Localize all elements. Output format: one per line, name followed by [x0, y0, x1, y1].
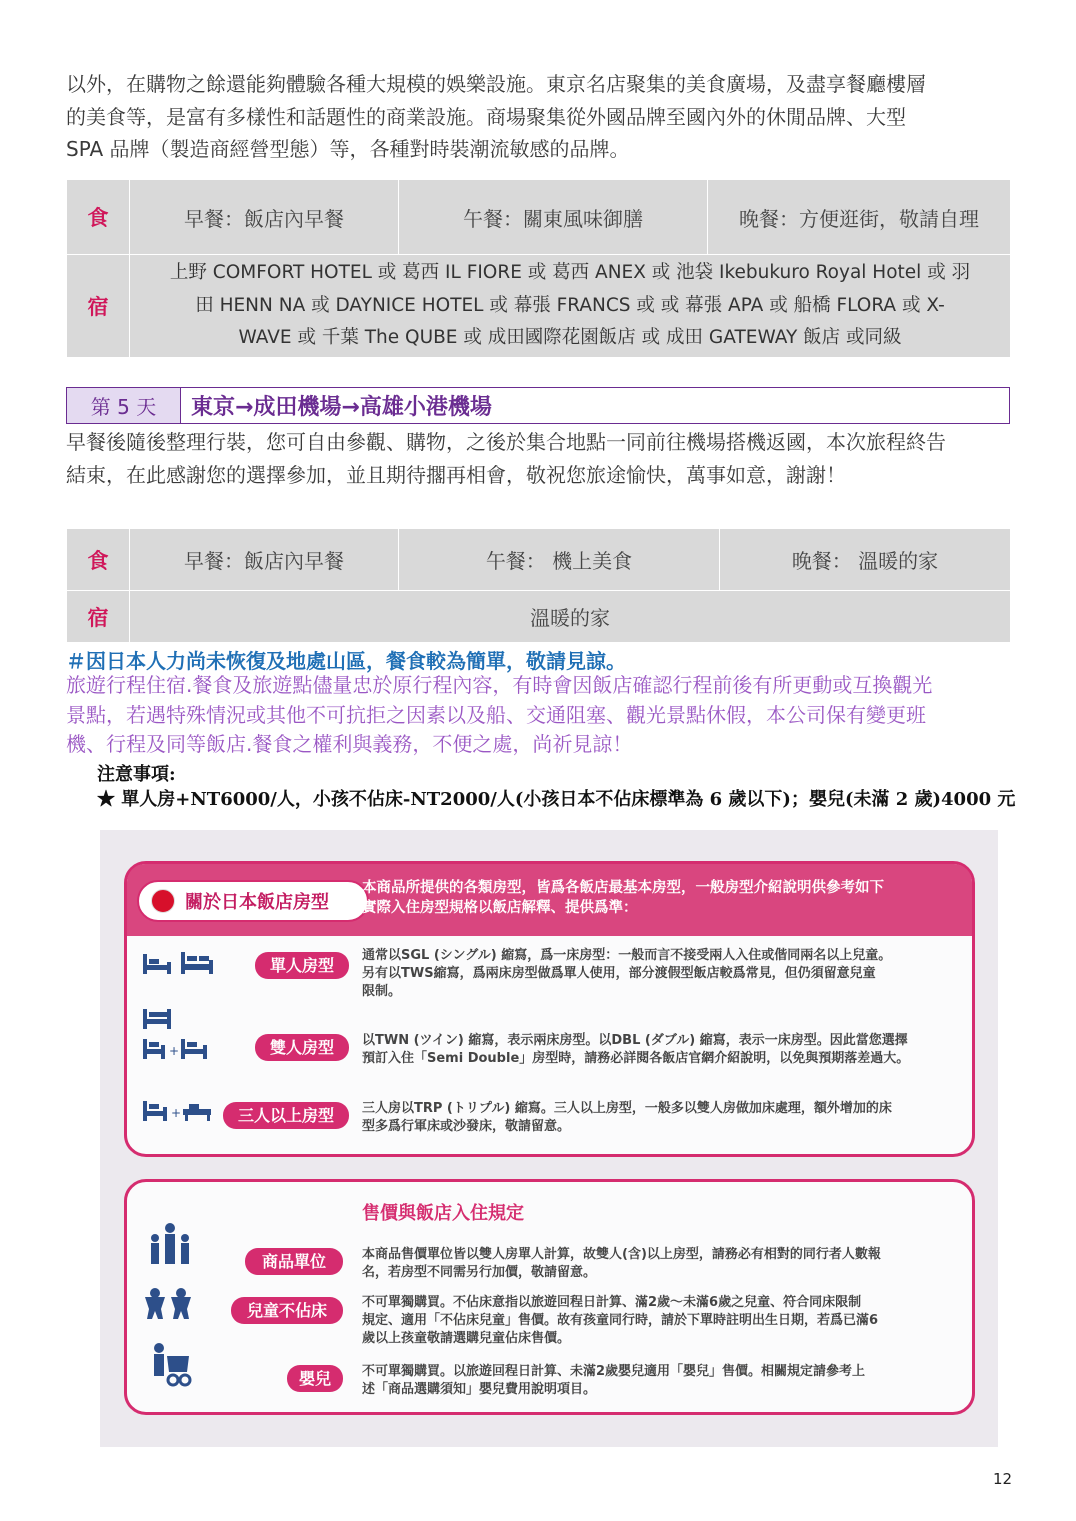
notes-title: 注意事項: [97, 764, 176, 785]
dinner-cell: 晚餐：方便逛街，敬請自理 [708, 180, 1011, 255]
header-line: 實際入住房型規格以飯店解釋、提供爲準： [362, 900, 638, 916]
intro-line: 以外，在購物之餘還能夠體驗各種大規模的娛樂設施。東京名店聚集的美食廣場，及盡享餐廳樓層 [66, 72, 926, 96]
notice-line: 旅遊行程住宿.餐食及旅遊點儘量忠於原行程內容，有時會因飯店確認行程前後有所更動或互換觀光 [66, 673, 933, 697]
single-room-tag: 單人房型 [255, 952, 349, 979]
desc-line: 本商品售價單位皆以雙人房單人計算，故雙人(含)以上房型，請務必有相對的同行者人數報 [362, 1247, 881, 1262]
double-bed-icon [141, 1007, 215, 1063]
notice-line: 機、行程及同等飯店.餐食之權利與義務，不便之處，尚祈見諒！ [66, 732, 633, 756]
infant-tag: 嬰兒 [287, 1365, 343, 1392]
infant-description [362, 1363, 962, 1399]
page-number: 12 [993, 1470, 1013, 1488]
unit-description [362, 1246, 962, 1282]
unit-tag: 商品單位 [245, 1248, 343, 1275]
hotel-line: 上野 COMFORT HOTEL 或 葛西 IL FIORE 或 葛西 ANEX 或 池袋 Ikebukuro Royal Hotel 或 羽 [169, 262, 971, 283]
desc-line: 預訂入住「Semi Double」房型時，請務必詳閱各飯店官網介紹說明，以免與預期落差過大。 [362, 1051, 910, 1066]
desc-line: 歲以上孩童敬請選購兒童佔床售價。 [362, 1331, 571, 1346]
desc-line: 規定、適用「不佔床兒童」售價。故有孩童同行時，請於下單時註明出生日期，若爲已滿6 [362, 1313, 879, 1328]
card-header [127, 864, 972, 936]
twin-room-tag: 雙人房型 [255, 1034, 349, 1061]
child-no-bed-tag: 兒童不佔床 [231, 1297, 343, 1324]
day5-line: 結束，在此感謝您的選擇參加，並且期待擱再相會，敬祝您旅途愉快，萬事如意，謝謝！ [66, 462, 846, 487]
room-types-pill [137, 880, 369, 922]
day5-header [66, 387, 1010, 424]
triple-room-description [362, 1100, 962, 1136]
day5-line: 早餐後隨後整理行裝，您可自由參觀、購物，之後於集合地點一同前往機場搭機返國，本次旅程終告 [66, 430, 946, 454]
stay-label: 宿 [67, 255, 130, 358]
food-label: 食 [67, 180, 130, 255]
hotel-cell: 溫暖的家 [130, 591, 1011, 643]
intro-line: 的美食等，是富有多樣性和話題性的商業設施。商場聚集從外國品牌至國內外的休閒品牌、大型 [66, 104, 906, 129]
single-room-description [362, 947, 962, 1001]
lunch-cell: 午餐：關東風味御膳 [399, 180, 708, 255]
desc-line: 另有以TWS縮寫，爲兩床房型做爲單人使用，部分渡假型飯店較爲常見，但仍須留意兒童 [362, 966, 876, 981]
desc-line: 不可單獨購買。以旅遊回程日計算、未滿2歲嬰兒適用「嬰兒」售價。相關規定請參考上 [362, 1364, 866, 1379]
pill-label: 關於日本飯店房型 [185, 892, 329, 913]
day4-meal-table [66, 179, 1011, 358]
header-description [362, 878, 972, 918]
breakfast-cell: 早餐：飯店內早餐 [130, 180, 399, 255]
twin-room-description [362, 1032, 962, 1068]
child-no-bed-description [362, 1294, 962, 1348]
desc-line: 述「商品選購須知」嬰兒費用說明項目。 [362, 1382, 597, 1397]
day5-meal-table [66, 528, 1011, 643]
desc-line: 型多爲行軍床或沙發床，敬請留意。 [362, 1119, 571, 1134]
desc-line: 通常以SGL (シングル) 縮寫，爲一床房型：一般而言不接受兩人入住或偕同兩名以上兒童。 [362, 948, 892, 963]
desc-line: 三人房以TRP (トリプル) 縮寫。三人以上房型，一般多以雙人房做加床處理，額外增加的床 [362, 1101, 892, 1116]
notice-line: 景點，若遇特殊情況或其他不可抗拒之因素以及船、交通阻塞、觀光景點休假，本公司保有變更班 [66, 702, 926, 727]
header-line: 本商品所提供的各類房型，皆爲各飯店最基本房型，一般房型介紹說明供參考如下 [362, 880, 884, 896]
desc-line: 以TWN (ツイン) 縮寫，表示兩床房型。以DBL (ダブル) 縮寫，表示一床房型。因此當您選擇 [362, 1033, 908, 1048]
family-icon [147, 1222, 193, 1266]
hotel-cell [130, 255, 1011, 358]
lunch-cell: 午餐： 機上美食 [399, 529, 720, 591]
desc-line: 不可單獨購買。不佔床意指以旅遊回程日計算、滿2歲～未滿6歲之兒童、符合同床限制 [362, 1295, 862, 1310]
hotel-line: WAVE 或 千葉 The QUBE 或 成田國際花園飯店 或 成田 GATEWAY 飯店 或同級 [238, 327, 902, 348]
pricing-rules-card [124, 1179, 975, 1415]
hotel-line: 田 HENN NA 或 DAYNICE HOTEL 或 幕張 FRANCS 或 或 幕張 APA 或 船橋 FLORA 或 X- [195, 294, 945, 316]
triple-room-tag: 三人以上房型 [223, 1102, 349, 1129]
itinerary-notice [66, 671, 1016, 760]
desc-line: 限制。 [362, 984, 402, 999]
desc-line: 名，若房型不同需另行加價，敬請留意。 [362, 1265, 597, 1280]
day5-description [66, 426, 1016, 491]
japan-flag-icon [151, 889, 175, 913]
intro-paragraph [66, 68, 1016, 166]
extra-bed-icon [141, 1099, 215, 1125]
svg-text:+: + [171, 1106, 182, 1120]
stay-label: 宿 [67, 591, 130, 643]
breakfast-cell: 早餐：飯店內早餐 [130, 529, 399, 591]
room-type-infographic [100, 830, 998, 1447]
children-icon [143, 1287, 195, 1319]
food-label: 食 [67, 529, 130, 591]
day-route: 東京→成田機場→高雄小港機場 [191, 395, 492, 420]
dinner-cell: 晚餐： 溫暖的家 [720, 529, 1011, 591]
meal-notice: ＃因日本人力尚未恢復及地處山區，餐食較為簡單，敬請見諒。 [66, 649, 626, 673]
svg-text:+: + [169, 1044, 180, 1058]
room-types-card [124, 861, 975, 1157]
notes-line: ★ 單人房+NT6000/人，小孩不佔床-NT2000/人(小孩日本不佔床標準為 6 歲以下)；嬰兒(未滿 2 歲)4000 元 [97, 789, 1016, 810]
stroller-icon [149, 1342, 197, 1388]
single-bed-icon [141, 950, 215, 976]
intro-line: SPA 品牌（製造商經營型態）等，各種對時裝潮流敏感的品牌。 [66, 137, 630, 161]
day-number: 第 5 天 [67, 388, 181, 423]
pricing-title: 售價與飯店入住規定 [362, 1203, 524, 1224]
